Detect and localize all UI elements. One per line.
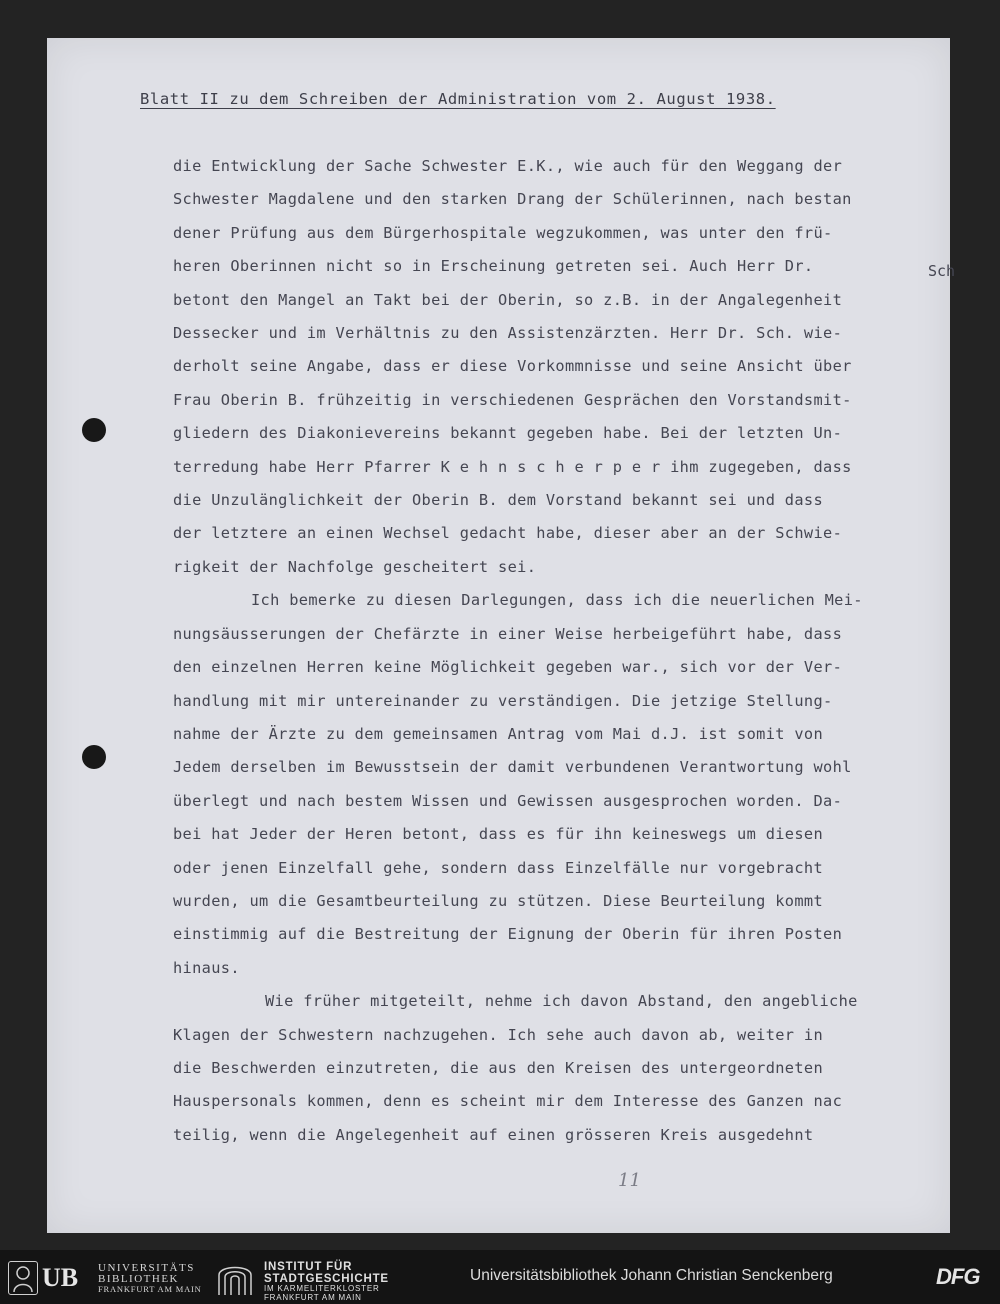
text-line: rigkeit der Nachfolge gescheitert sei. bbox=[173, 557, 537, 576]
text-line: überlegt und nach bestem Wissen und Gewissen ausgesprochen worden. Da- bbox=[173, 791, 843, 810]
text-line: terredung habe Herr Pfarrer K e h n s c h e r p e r ihm zugegeben, dass bbox=[173, 457, 852, 476]
margin-annotation: Sch bbox=[928, 262, 956, 280]
ub-logo[interactable] bbox=[8, 1261, 202, 1295]
text-line: Ich bemerke zu diesen Darlegungen, dass ich die neuerlichen Mei- bbox=[251, 591, 863, 610]
text-line: hinaus. bbox=[173, 958, 240, 977]
text-line: oder jenen Einzelfall gehe, sondern dass Einzelfälle nur vorgebracht bbox=[173, 858, 824, 877]
isg-line4: FRANKFURT AM MAIN bbox=[264, 1292, 362, 1302]
punch-hole-top bbox=[82, 418, 106, 442]
library-name: Universitätsbibliothek Johann Christian Senckenberg bbox=[470, 1267, 833, 1284]
text-line: Frau Oberin B. frühzeitig in verschiedenen Gesprächen den Vorstandsmit- bbox=[173, 390, 852, 409]
isg-arch-icon bbox=[216, 1259, 254, 1297]
document-body bbox=[173, 150, 956, 1152]
footer-bar bbox=[0, 1250, 1000, 1304]
text-line: wurden, um die Gesamtbeurteilung zu stützen. Diese Beurteilung kommt bbox=[173, 891, 824, 910]
isg-line1: INSTITUT FÜR bbox=[264, 1261, 353, 1273]
text-line: Schwester Magdalene und den starken Drang der Schülerinnen, nach bestan bbox=[173, 190, 852, 209]
text-line: dener Prüfung aus dem Bürgerhospitale wegzukommen, was unter den frü- bbox=[173, 223, 833, 242]
text-line: die Unzulänglichkeit der Oberin B. dem Vorstand bekannt sei und dass bbox=[173, 491, 824, 510]
ub-name-line3: FRANKFURT AM MAIN bbox=[98, 1284, 202, 1294]
text-line: den einzelnen Herren keine Möglichkeit gegeben war., sich vor der Ver- bbox=[173, 658, 843, 677]
ub-portrait-icon bbox=[8, 1261, 38, 1295]
text-line: Klagen der Schwestern nachzugehen. Ich sehe auch davon ab, weiter in bbox=[173, 1025, 824, 1044]
ub-letters: UB bbox=[42, 1263, 79, 1292]
text-line: teilig, wenn die Angelegenheit auf einen grösseren Kreis ausgedehnt bbox=[173, 1125, 814, 1144]
ub-name bbox=[98, 1263, 202, 1295]
text-line: betont den Mangel an Takt bei der Oberin, so z.B. in der Angalegenheit bbox=[173, 290, 843, 309]
text-line: Dessecker und im Verhältnis zu den Assistenzärzten. Herr Dr. Sch. wie- bbox=[173, 324, 843, 343]
text-line: handlung mit mir untereinander zu verständigen. Die jetzige Stellung- bbox=[173, 691, 833, 710]
isg-line3: IM KARMELITERKLOSTER bbox=[264, 1284, 380, 1293]
text-line: Jedem derselben im Bewusstsein der damit verbundenen Verantwortung wohl bbox=[173, 758, 852, 777]
text-line: einstimmig auf die Bestreitung der Eignung der Oberin für ihren Posten bbox=[173, 925, 843, 944]
text-line: nungsäusserungen der Chefärzte in einer Weise herbeigeführt habe, dass bbox=[173, 624, 843, 643]
ub-name-line2: BIBLIOTHEK bbox=[98, 1272, 179, 1285]
dfg-logo[interactable]: DFG bbox=[936, 1264, 980, 1289]
document-heading: Blatt II zu dem Schreiben der Administration vom 2. August 1938. bbox=[140, 90, 776, 108]
text-line: Wie früher mitgeteilt, nehme ich davon Abstand, den angebliche bbox=[265, 992, 858, 1011]
text-line: der letztere an einen Wechsel gedacht habe, dieser aber an der Schwie- bbox=[173, 524, 843, 543]
text-line: Hauspersonals kommen, denn es scheint mir dem Interesse des Ganzen nac bbox=[173, 1092, 843, 1111]
isg-name bbox=[264, 1261, 389, 1302]
text-line: die Beschwerden einzutreten, die aus den Kreisen des untergeordneten bbox=[173, 1058, 824, 1077]
text-line: derholt seine Angabe, dass er diese Vorkommnisse und seine Ansicht über bbox=[173, 357, 852, 376]
text-line: bei hat Jeder der Heren betont, dass es für ihn keineswegs um diesen bbox=[173, 825, 824, 844]
text-line: die Entwicklung der Sache Schwester E.K., wie auch für den Weggang der bbox=[173, 157, 843, 175]
ub-name-line1: UNIVERSITÄTS bbox=[98, 1262, 195, 1274]
punch-hole-bottom bbox=[82, 745, 106, 769]
isg-line2: STADTGESCHICHTE bbox=[264, 1273, 389, 1285]
text-line: gliedern des Diakonievereins bekannt gegeben habe. Bei der letzten Un- bbox=[173, 424, 843, 443]
isg-logo[interactable] bbox=[216, 1259, 416, 1302]
page-number-mark: 11 bbox=[618, 1170, 641, 1191]
text-line: heren Oberinnen nicht so in Erscheinung getreten sei. Auch Herr Dr. bbox=[173, 257, 814, 276]
text-line: nahme der Ärzte zu dem gemeinsamen Antrag vom Mai d.J. ist somit von bbox=[173, 724, 824, 743]
